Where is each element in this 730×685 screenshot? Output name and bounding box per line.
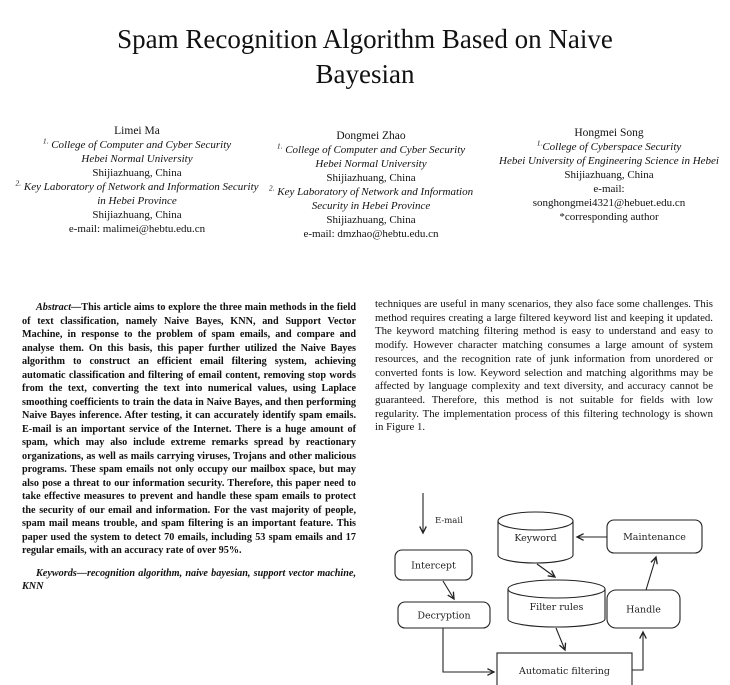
arrow-intercept-to-decryption [443,581,454,599]
author-city: Shijiazhuang, China [92,167,182,179]
author-affiliation: $^{1.}$ College of Computer and Cyber Security [42,136,232,151]
label-keyword: Keyword [514,533,557,544]
arrow-handle-to-maintenance [646,557,656,590]
arrow-filter-rules-to-automatic-filtering [556,628,565,650]
corresponding-author-note: *corresponding author [559,211,659,223]
author-city: Shijiazhuang, China [326,214,416,226]
author-affiliation: $^{1.}$College of Cyberspace Security [536,138,682,153]
author-name: Hongmei Song [574,127,644,139]
affiliation-superscript: 2. [268,183,275,193]
label-filter-rules: Filter rules [529,602,584,613]
abstract-paragraph [22,301,356,558]
paper-title-line2: Bayesian [315,59,415,89]
connector-automatic-filtering-to-handle [632,632,643,670]
author-email: e-mail: dmzhao@hebtu.edu.cn [303,228,439,240]
author-city: Shijiazhuang, China [92,209,182,221]
author-university: Hebei Normal University [81,153,193,165]
author-city: Shijiazhuang, China [564,169,654,181]
label-email: E-mail [435,516,463,526]
author-university: Hebei University of Engineering Science in Hebei [499,155,719,167]
author-city: Shijiazhuang, China [326,172,416,184]
affiliation-superscript: 2. [15,178,22,188]
label-maintenance: Maintenance [623,532,686,543]
author-email: e-mail: malimei@hebtu.edu.cn [68,223,206,235]
author-email-label: e-mail: [593,183,625,195]
keywords-text: recognition algorithm, naive bayesian, support vector machine, KNN [22,567,356,592]
author-university: Hebei Normal University [315,158,427,170]
affiliation-superscript: 1. [276,141,283,151]
left-column [22,301,356,594]
body-paragraph: techniques are useful in many scenarios, they also face some challenges. This method requires creating a large filtered keyword list and keeping it updated. The keyword matching filtering method is easy to understand and easy to modify. However character matching consumes a large amount of system resources, and the recognition rate of junk information from unordered or converted fonts is low. Keyword selection and matching algorithms may be affected by language complexity and text diversity, and accuracy cannot be guaranteed. Therefore, this method is not suitable for fields with low regularity. The implementation process of this filtering technology is shown in Figure 1. [375,298,713,434]
affiliation-superscript: 1. [42,136,49,146]
label-intercept: Intercept [411,560,456,572]
author-name: Dongmei Zhao [336,130,406,142]
author-affiliation: $^{2.}$ Key Laboratory of Network and Information Security in Hebei Province [268,183,474,212]
author-email: songhongmei4321@hebuet.edu.cn [532,197,686,209]
abstract-label: Abstract— [36,302,82,313]
author-affiliation: $^{1.}$ College of Computer and Cyber Security [276,141,466,156]
connector-decryption-to-automatic-filtering [443,628,494,672]
figure-1-flowchart [375,480,730,685]
author-name: Limei Ma [114,125,160,137]
author-column-2 [258,129,484,241]
author-affiliation: $^{2.}$ Key Laboratory of Network and Information Security in Hebei Province [15,178,259,207]
author-column-3 [492,126,726,224]
keywords-label: Keywords— [36,567,87,579]
label-automatic-filtering: Automatic filtering [519,666,610,677]
arrow-keyword-to-filter-rules [537,564,555,577]
label-decryption: Decryption [417,610,471,622]
affiliation-superscript: 1. [536,138,543,148]
abstract-text: This article aims to explore the three main methods in the field of text classification, namely Naive Bayes, KNN, and Support Vector Machine, in response to the problem of spam emails, and compare and analyse them. On this basis, this paper further utilized the Naive Bayes algorithm to construct an efficient email filtering system, achieving automatic classification and filtering of email content, removing stop words from the text, converting the text into numerical values, using Laplace smoothing coefficients to train the data in Naive Bayes, and then performing Naive Bayes inference. After testing, it can accurately identify spam emails. E-mail is an important service of the Internet. There is a huge amount of spam, which may also include extreme remarks spread by reactionary organizations, as well as mails carrying viruses, Trojans and other malicious programs. These spam emails not only occupy our mailbox space, but may also pose a threat to our information security. Therefore, this paper need to take effective measures to prevent and handle these spam emails to protect the security of our email and information. For the vast majority of people, spam mail means trouble, and spam filtering is an important feature. This paper used the system to detect 70 emails, including 53 spam emails and 17 regular emails, with an accuracy rate of over 95%. [22,302,356,556]
keywords-paragraph [22,567,356,594]
label-handle: Handle [626,604,661,616]
flowchart-canvas [375,480,730,685]
right-column [375,298,713,435]
paper-title-line1: Spam Recognition Algorithm Based on Naive [117,24,613,54]
author-column-1 [12,124,262,236]
paper-title [0,22,730,92]
